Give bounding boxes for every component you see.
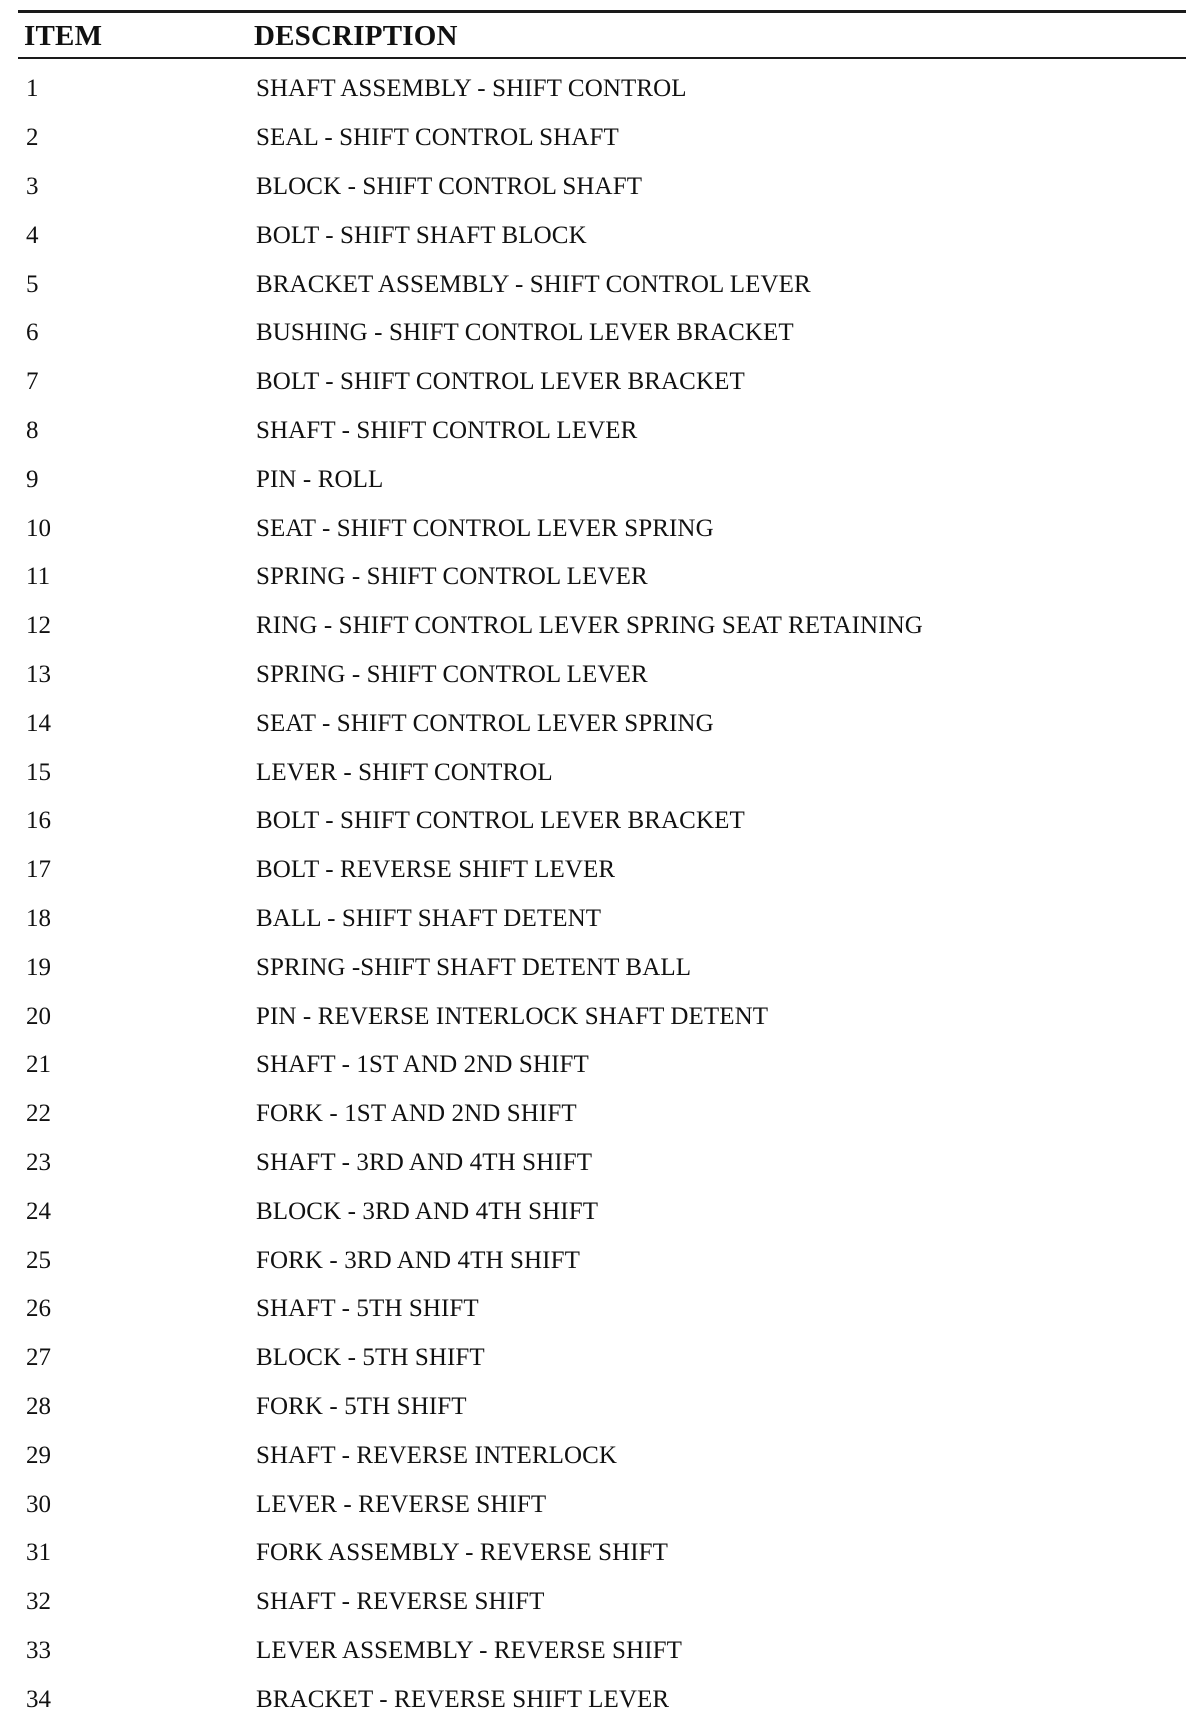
table-row	[18, 211, 1186, 260]
item-number: 7	[26, 368, 39, 396]
item-number: 32	[26, 1588, 51, 1616]
table-row	[18, 163, 1186, 212]
table-row	[18, 1431, 1186, 1480]
item-number: 26	[26, 1295, 51, 1323]
table-row	[18, 943, 1186, 992]
item-description: BOLT - REVERSE SHIFT LEVER	[256, 856, 616, 884]
item-number: 20	[26, 1002, 51, 1030]
item-number: 3	[26, 172, 39, 200]
item-number: 4	[26, 221, 39, 249]
table-row	[18, 260, 1186, 309]
table-row	[18, 407, 1186, 456]
table-row	[18, 1627, 1186, 1676]
item-description: SEAT - SHIFT CONTROL LEVER SPRING	[256, 709, 714, 737]
item-description: FORK - 5TH SHIFT	[256, 1392, 467, 1420]
table-row	[18, 455, 1186, 504]
column-header-item: ITEM	[24, 20, 103, 52]
table-row	[18, 1529, 1186, 1578]
item-number: 8	[26, 416, 39, 444]
item-description: SHAFT - SHIFT CONTROL LEVER	[256, 416, 638, 444]
table-row	[18, 1383, 1186, 1432]
table-row	[18, 504, 1186, 553]
item-number: 10	[26, 514, 51, 542]
item-number: 22	[26, 1100, 51, 1128]
header-rule	[18, 57, 1186, 59]
item-number: 2	[26, 124, 39, 152]
item-number: 28	[26, 1392, 51, 1420]
item-number: 5	[26, 270, 39, 298]
item-description: FORK - 1ST AND 2ND SHIFT	[256, 1100, 577, 1128]
table-row	[18, 895, 1186, 944]
item-description: SEAT - SHIFT CONTROL LEVER SPRING	[256, 514, 714, 542]
item-number: 16	[26, 807, 51, 835]
table-row	[18, 309, 1186, 358]
table-row	[18, 602, 1186, 651]
item-description: SHAFT ASSEMBLY - SHIFT CONTROL	[256, 75, 687, 103]
table-row	[18, 1090, 1186, 1139]
item-number: 13	[26, 660, 51, 688]
item-description: SPRING -SHIFT SHAFT DETENT BALL	[256, 953, 692, 981]
item-description: BOLT - SHIFT CONTROL LEVER BRACKET	[256, 807, 745, 835]
item-number: 1	[26, 75, 39, 103]
item-number: 34	[26, 1685, 51, 1713]
item-description: SHAFT - REVERSE SHIFT	[256, 1588, 545, 1616]
table-header	[18, 13, 1186, 57]
item-number: 21	[26, 1051, 51, 1079]
item-description: SHAFT - REVERSE INTERLOCK	[256, 1441, 618, 1469]
table-row	[18, 748, 1186, 797]
item-number: 25	[26, 1246, 51, 1274]
item-description: SPRING - SHIFT CONTROL LEVER	[256, 563, 648, 591]
parts-table	[18, 10, 1186, 1724]
column-header-description: DESCRIPTION	[254, 20, 458, 52]
item-number: 30	[26, 1490, 51, 1518]
item-number: 11	[26, 563, 51, 591]
item-description: SEAL - SHIFT CONTROL SHAFT	[256, 124, 619, 152]
table-row	[18, 1334, 1186, 1383]
table-row	[18, 1675, 1186, 1724]
item-description: LEVER ASSEMBLY - REVERSE SHIFT	[256, 1636, 682, 1664]
item-number: 24	[26, 1197, 51, 1225]
table-row	[18, 1187, 1186, 1236]
item-number: 15	[26, 758, 51, 786]
table-row	[18, 992, 1186, 1041]
item-description: BRACKET ASSEMBLY - SHIFT CONTROL LEVER	[256, 270, 811, 298]
item-description: SHAFT - 1ST AND 2ND SHIFT	[256, 1051, 589, 1079]
table-row	[18, 1578, 1186, 1627]
item-description: BRACKET - REVERSE SHIFT LEVER	[256, 1685, 670, 1713]
table-row	[18, 699, 1186, 748]
table-row	[18, 1236, 1186, 1285]
item-number: 29	[26, 1441, 51, 1469]
table-row	[18, 1285, 1186, 1334]
table-row	[18, 1480, 1186, 1529]
item-description: LEVER - SHIFT CONTROL	[256, 758, 553, 786]
item-description: BLOCK - 5TH SHIFT	[256, 1344, 485, 1372]
item-description: LEVER - REVERSE SHIFT	[256, 1490, 547, 1518]
item-number: 17	[26, 856, 51, 884]
item-description: BLOCK - 3RD AND 4TH SHIFT	[256, 1197, 599, 1225]
item-description: FORK ASSEMBLY - REVERSE SHIFT	[256, 1539, 669, 1567]
table-row	[18, 553, 1186, 602]
item-number: 31	[26, 1539, 51, 1567]
table-row	[18, 797, 1186, 846]
table-row	[18, 1041, 1186, 1090]
item-description: FORK - 3RD AND 4TH SHIFT	[256, 1246, 580, 1274]
item-description: BALL - SHIFT SHAFT DETENT	[256, 904, 602, 932]
item-number: 9	[26, 465, 39, 493]
item-number: 6	[26, 319, 39, 347]
item-number: 18	[26, 904, 51, 932]
item-description: PIN - ROLL	[256, 465, 384, 493]
item-description: BOLT - SHIFT SHAFT BLOCK	[256, 221, 587, 249]
item-description: SHAFT - 5TH SHIFT	[256, 1295, 479, 1323]
item-number: 27	[26, 1344, 51, 1372]
table-row	[18, 65, 1186, 114]
table-row	[18, 114, 1186, 163]
item-number: 19	[26, 953, 51, 981]
table-row	[18, 358, 1186, 407]
item-number: 12	[26, 612, 51, 640]
item-number: 23	[26, 1148, 51, 1176]
table-row	[18, 651, 1186, 700]
item-description: BOLT - SHIFT CONTROL LEVER BRACKET	[256, 368, 745, 396]
item-description: SHAFT - 3RD AND 4TH SHIFT	[256, 1148, 593, 1176]
item-number: 14	[26, 709, 51, 737]
table-row	[18, 846, 1186, 895]
table-body	[18, 65, 1186, 1724]
item-description: SPRING - SHIFT CONTROL LEVER	[256, 660, 648, 688]
item-description: BLOCK - SHIFT CONTROL SHAFT	[256, 172, 643, 200]
item-description: PIN - REVERSE INTERLOCK SHAFT DETENT	[256, 1002, 769, 1030]
table-row	[18, 1139, 1186, 1188]
item-number: 33	[26, 1636, 51, 1664]
item-description: BUSHING - SHIFT CONTROL LEVER BRACKET	[256, 319, 794, 347]
item-description: RING - SHIFT CONTROL LEVER SPRING SEAT RETAINING	[256, 612, 923, 640]
